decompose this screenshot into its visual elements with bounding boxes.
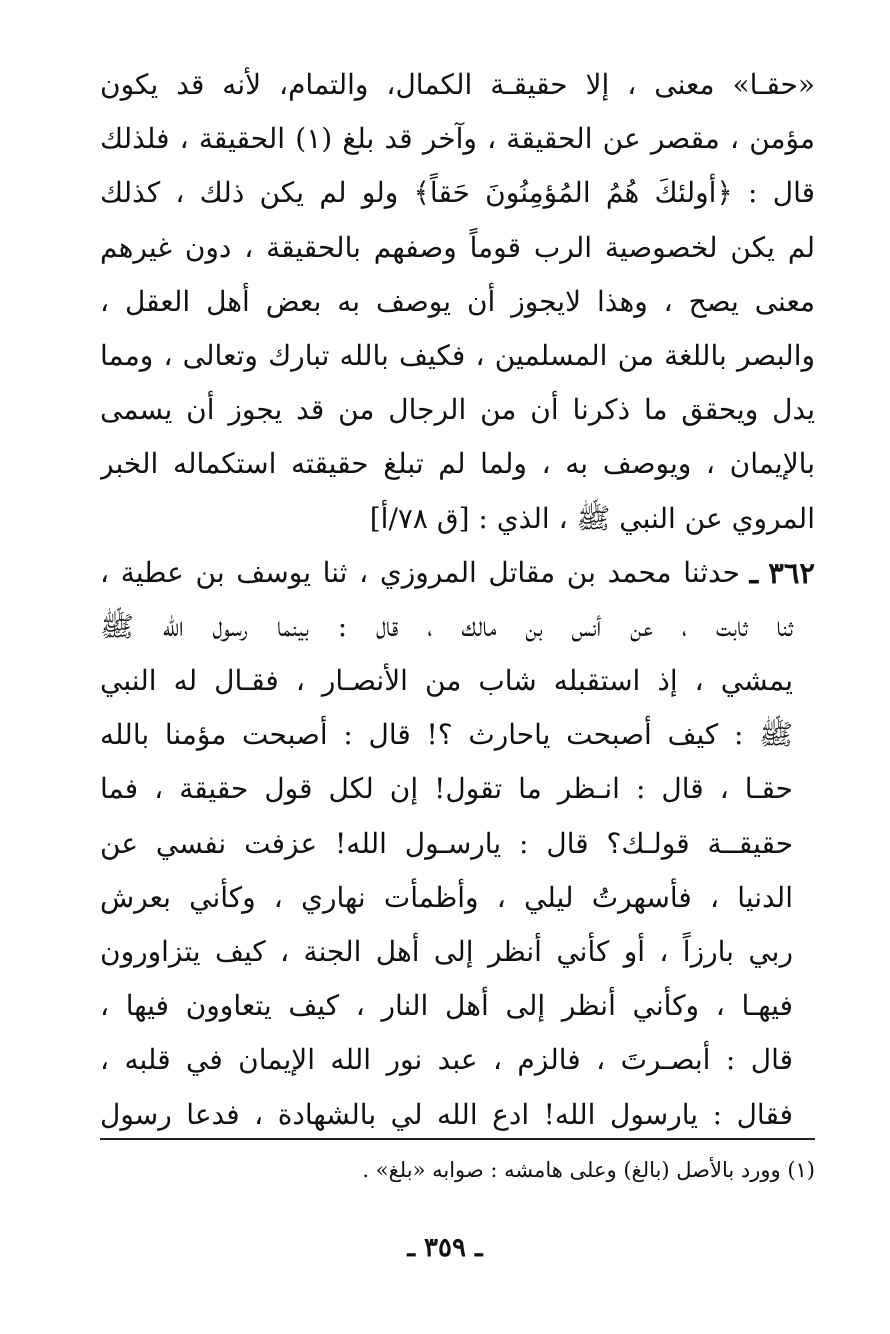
hadith-entry <box>100 546 815 1142</box>
text-line: قال : ﴿أولئكَ هُمُ المُؤمِنُونَ حَقاً﴾ ولو لم يكن ذلك ، كذلك <box>100 176 815 210</box>
text-line: المروي عن النبي ﷺ ، الذي : [ق ٧٨/أ] <box>369 501 815 535</box>
footnote-separator <box>100 1138 815 1140</box>
hadith-line: الدنيا ، فأسهرتُ ليلي ، وأظمأت نهاري ، وكأني بعرش <box>100 880 793 914</box>
hadith-number: ٣٦٢ ـ <box>749 555 815 590</box>
hadith-line: فقال : يارسول الله! ادع الله لي بالشهادة ، فدعا رسول <box>100 1097 793 1131</box>
page-number: ـ ٣٥٩ ـ <box>407 1233 483 1263</box>
main-text <box>100 58 815 1142</box>
hadith-line: حقـا ، قال : انـظر ما تقول! إن لكل قول حقيقة ، فما <box>100 772 793 806</box>
hadith-line: ﷺ : كيف أصبحت ياحارث ؟! قال : أصبحت مؤمنا بالله <box>100 718 793 752</box>
text-line: مؤمن ، مقصر عن الحقيقة ، وآخر قد بلغ (١) الحقيقة ، فلذلك <box>100 122 815 156</box>
text-line: يدل ويحقق ما ذكرنا أن من الرجال من قد يجوز أن يسمى <box>100 393 815 427</box>
hadith-line: حقيقــة قولـك؟ قال : يارسـول الله! عزفت نفسي عن <box>100 826 793 860</box>
hadith-line: ربي بارزاً ، أو كأني أنظر إلى أهل الجنة ، كيف يتزاورون <box>100 935 793 968</box>
text-line: بالإيمان ، ويوصف به ، ولما لم تبلغ حقيقته استكماله الخبر <box>100 447 815 481</box>
text-line: لم يكن لخصوصية الرب قوماً وصفهم بالحقيقة ، دون غيرهم <box>100 230 815 264</box>
hadith-first-line: حدثنا محمد بن مقاتل المروزي ، ثنا يوسف بن عطية ، <box>100 555 740 589</box>
text-line: والبصر باللغة من المسلمين ، فكيف بالله تبارك وتعالى ، ومما <box>100 338 815 372</box>
hadith-line: فيهـا ، وكأني أنظر إلى أهل النار ، كيف يتعاوون فيها ، <box>100 989 793 1023</box>
hadith-line: ثنا ثابت ، عن أنس بن مالك ، قال : بينما رسول الله ﷺ <box>100 609 793 643</box>
text-line: «حقـا» معنى ، إلا حقيقـة الكمال، والتمام، لأنه قد يكون <box>100 68 815 101</box>
hadith-line: قال : أبصـرتَ ، فالزم ، عبد نور الله الإيمان في قلبه ، <box>100 1043 793 1077</box>
footnote: (١) وورد بالأصل (بالغ) وعلى هامشه : صوابه «بلغ» . <box>362 1158 815 1182</box>
hadith-line: يمشي ، إذ استقبله شاب من الأنصـار ، فقـال له النبي <box>100 664 793 698</box>
text-line: معنى يصح ، وهذا لايجوز أن يوصف به بعض أهل العقل ، <box>100 284 815 318</box>
